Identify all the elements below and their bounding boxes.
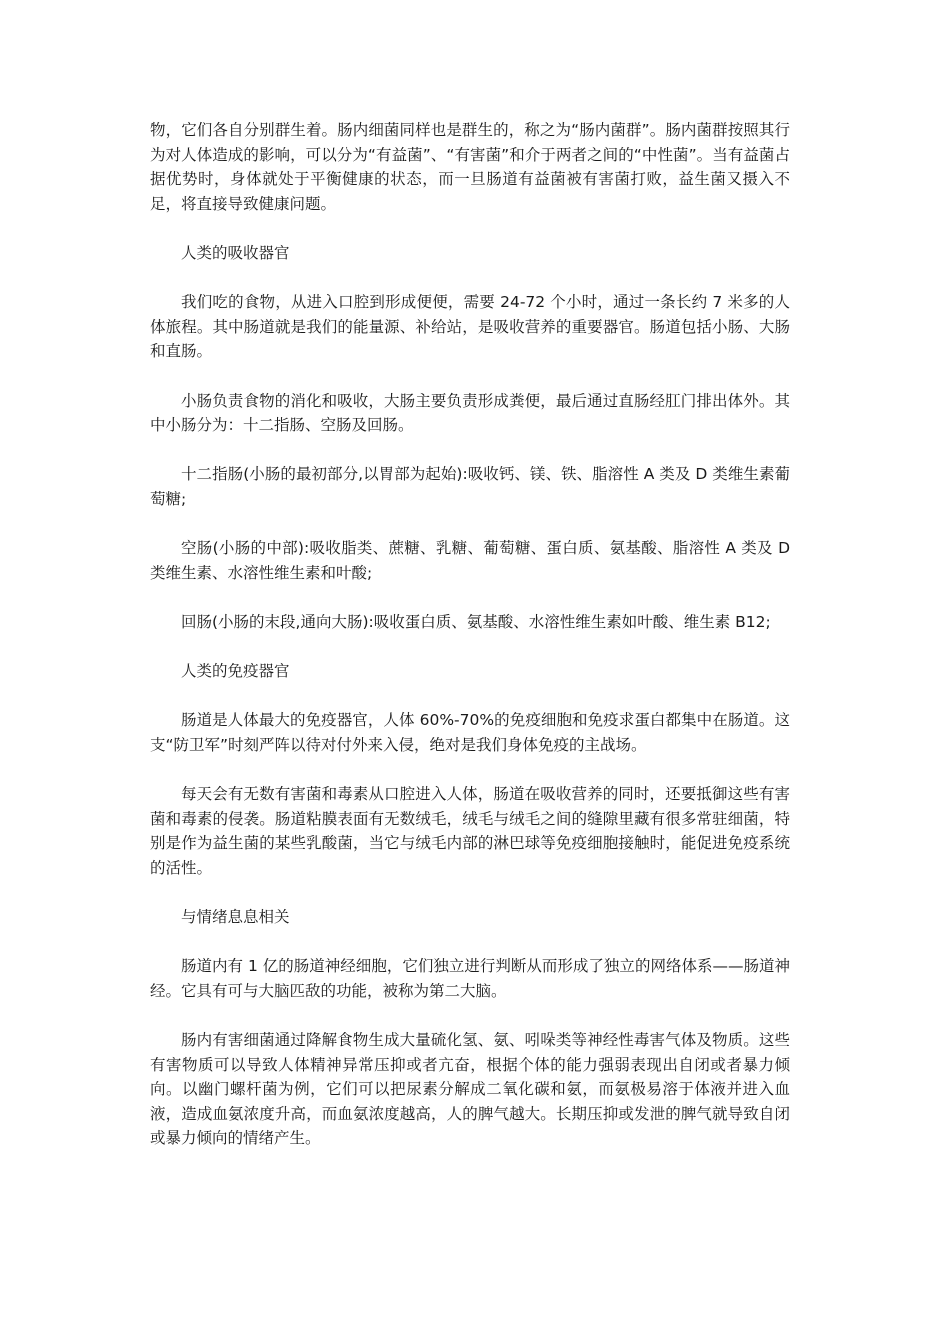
heading-absorption-organ: 人类的吸收器官 bbox=[181, 243, 290, 262]
paragraph-second-brain: 肠道内有 1 亿的肠道神经细胞，它们独立进行判断从而形成了独立的网络体系——肠道神经。它具有可与大脑匹敌的功能，被称为第二大脑。 bbox=[150, 957, 790, 1000]
paragraph-small-large-intestine: 小肠负责食物的消化和吸收，大肠主要负责形成粪便，最后通过直肠经肛门排出体外。其中小肠分为：十二指肠、空肠及回肠。 bbox=[150, 391, 790, 435]
paragraph-immune-cells: 肠道是人体最大的免疫器官，人体 60%-70%的免疫细胞和免疫求蛋白都集中在肠道。这支“防卫军”时刻严阵以待对付外来入侵，绝对是我们身体免疫的主战场。 bbox=[150, 711, 790, 754]
paragraph-intestinal-flora: 物，它们各自分别群生着。肠内细菌同样也是群生的，称之为“肠内菌群”。肠内菌群按照其行为对人体造成的影响，可以分为“有益菌”、“有害菌”和介于两者之间的“中性菌”。当有益菌占据优势时，身体就处于平衡健康的状态，而一旦肠道有益菌被有害菌打败，益生菌又摄入不足，将直接导致健康问题。 bbox=[150, 121, 790, 213]
paragraph-harmful-bacteria: 肠内有害细菌通过降解食物生成大量硫化氢、氨、吲哚类等神经性毒害气体及物质。这些有害物质可以导致人体精神异常压抑或者亢奋，根据个体的能力强弱表现出自闭或者暴力倾向。以幽门螺杆菌为例，它们可以把尿素分解成二氧化碳和氨，而氨极易溶于体液并进入血液，造成血氨浓度升高，而血氨浓度越高，人的脾气越大。长期压抑或发泄的脾气就导致自闭或暴力倾向的情绪产生。 bbox=[150, 1030, 790, 1148]
paragraph-duodenum: 十二指肠(小肠的最初部分,以胃部为起始):吸收钙、镁、铁、脂溶性 A 类及 D 类维生素葡萄糖; bbox=[150, 465, 790, 508]
document-page bbox=[150, 118, 790, 1176]
paragraph-ileum: 回肠(小肠的末段,通向大肠):吸收蛋白质、氨基酸、水溶性维生素如叶酸、维生素 B12; bbox=[181, 612, 771, 631]
heading-immune-organ: 人类的免疫器官 bbox=[181, 662, 290, 681]
paragraph-jejunum: 空肠(小肠的中部):吸收脂类、蔗糖、乳糖、葡萄糖、蛋白质、氨基酸、脂溶性 A 类及 D 类维生素、水溶性维生素和叶酸; bbox=[150, 539, 790, 582]
heading-emotion: 与情绪息息相关 bbox=[181, 908, 290, 926]
paragraph-digestion-journey: 我们吃的食物，从进入口腔到形成便便，需要 24-72 个小时，通过一条长约 7 米多的人体旅程。其中肠道就是我们的能量源、补给站，是吸收营养的重要器官。肠道包括小肠、大肠和直肠。 bbox=[150, 293, 790, 361]
paragraph-intestinal-defense: 每天会有无数有害菌和毒素从口腔进入人体，肠道在吸收营养的同时，还要抵御这些有害菌和毒素的侵袭。肠道粘膜表面有无数绒毛，绒毛与绒毛之间的缝隙里藏有很多常驻细菌，特别是作为益生菌的某些乳酸菌，当它与绒毛内部的淋巴球等免疫细胞接触时，能促进免疫系统的活性。 bbox=[150, 785, 790, 877]
